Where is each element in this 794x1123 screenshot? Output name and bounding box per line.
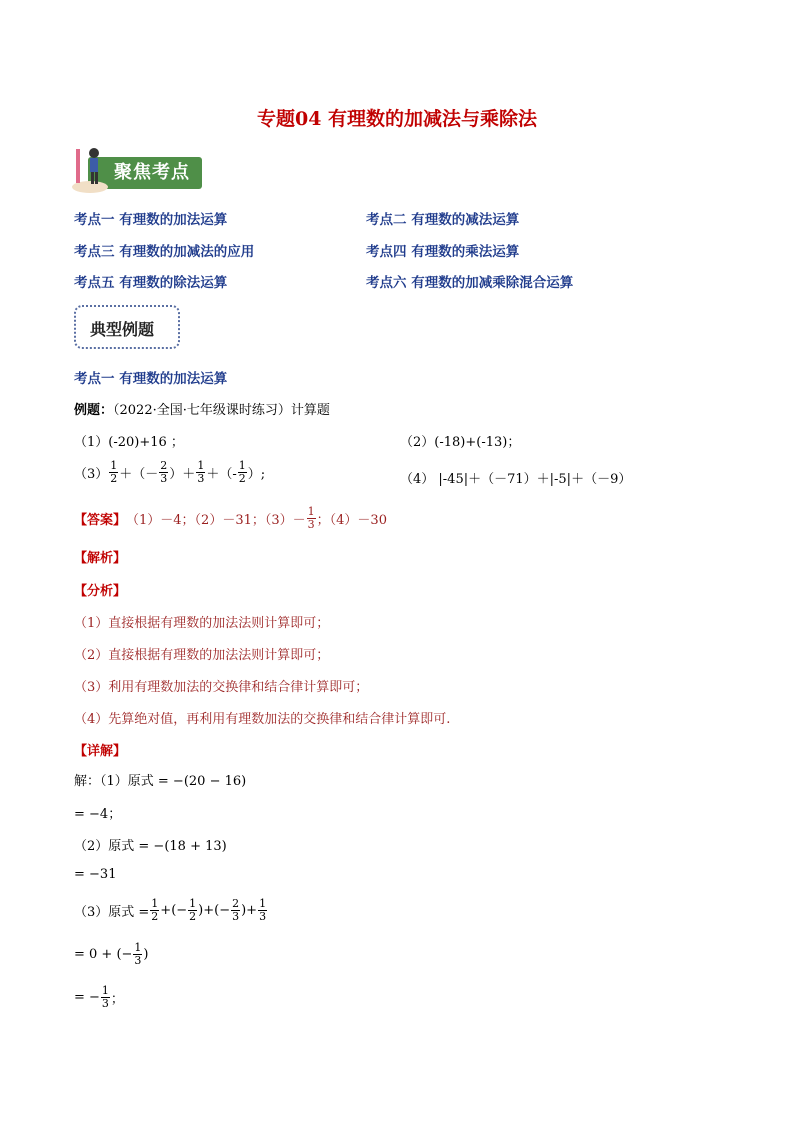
- solution-line-5: （3）原式 = $\frac{1}{2}$ +(− $\frac{1}{2}$ )+(− $\frac{2}{3}$ )+ $\frac{1}{3}$: [74, 897, 267, 923]
- problem-1: （1）(-20)+16 ；: [74, 435, 184, 450]
- analysis-item-2: （2）直接根据有理数的加法法则计算即可；: [74, 648, 330, 663]
- example-label: 例题：: [74, 403, 114, 418]
- answer-label: 【答案】: [74, 513, 127, 528]
- example-box: [74, 305, 180, 349]
- keypoint-3: 考点三 有理数的加减法的应用: [74, 244, 255, 260]
- fraction: $\frac{1}{2}$: [151, 897, 159, 923]
- analysis-item-4: （4）先算绝对值，再利用有理数加法的交换律和结合律计算即可.: [74, 712, 451, 727]
- problem-3: （3） $\frac{1}{2}$ ＋（－ $\frac{2}{3}$ ）＋ $\frac{1}{3}$ ＋（- $\frac{1}{2}$ ）;: [74, 459, 266, 485]
- analysis-item-1: （1）直接根据有理数的加法法则计算即可；: [74, 616, 330, 631]
- page-title: 专题04 有理数的加减法与乘除法: [256, 108, 538, 130]
- keypoint-2: 考点二 有理数的减法运算: [366, 212, 520, 228]
- answer-line: 【答案】 （1）－4；（2）－31；（3）－ $\frac{1}{3}$ ；（4）－30: [74, 505, 387, 531]
- solution-line-1: 解：（1）原式 = −(20 − 16): [74, 774, 247, 789]
- section-heading: 考点一 有理数的加法运算: [74, 371, 228, 387]
- example-box-label: 典型例题: [90, 320, 155, 339]
- problem-2: （2）(-18)+(-13)；: [400, 435, 521, 450]
- problem-4: （4） |-45|＋（－71）＋|-5|＋（－9）: [400, 472, 632, 487]
- fraction: $\frac{1}{2}$: [189, 897, 197, 923]
- solution-line-2: = −4；: [74, 807, 122, 822]
- solution-line-6: = 0 + (− $\frac{1}{3}$ ): [74, 941, 149, 967]
- keypoint-1: 考点一 有理数的加法运算: [74, 212, 228, 228]
- fraction: $\frac{1}{3}$: [134, 941, 142, 967]
- solution-line-7: = − $\frac{1}{3}$ ；: [74, 984, 124, 1010]
- analysis-item-3: （3）利用有理数加法的交换律和结合律计算即可；: [74, 680, 369, 695]
- focus-banner: [70, 143, 202, 195]
- fenxi-label: 【分析】: [74, 584, 127, 599]
- fraction: $\frac{1}{2}$: [110, 459, 118, 485]
- keypoint-4: 考点四 有理数的乘法运算: [366, 244, 520, 260]
- fraction: $\frac{1}{3}$: [197, 459, 205, 485]
- analysis-label: 【解析】: [74, 551, 127, 566]
- fraction: $\frac{1}{3}$: [101, 984, 109, 1010]
- example-intro: [74, 399, 330, 418]
- solution-line-3: （2）原式 = −(18 + 13): [74, 839, 227, 854]
- keypoint-5: 考点五 有理数的除法运算: [74, 275, 228, 291]
- solution-line-4: = −31: [74, 867, 117, 882]
- fraction: $\frac{1}{3}$: [259, 897, 267, 923]
- detail-label: 【详解】: [74, 744, 127, 759]
- fraction: $\frac{2}{3}$: [232, 897, 240, 923]
- fraction: $\frac{1}{2}$: [238, 459, 246, 485]
- problem-3-prefix: （3）: [74, 467, 109, 482]
- keypoint-6: 考点六 有理数的加减乘除混合运算: [366, 275, 574, 291]
- example-source: （2022·全国·七年级课时练习）计算题: [113, 403, 330, 418]
- banner-label: 聚焦考点: [114, 162, 190, 183]
- fraction: $\frac{2}{3}$: [160, 459, 168, 485]
- fraction: $\frac{1}{3}$: [307, 505, 315, 531]
- student-figure-icon: [70, 143, 110, 195]
